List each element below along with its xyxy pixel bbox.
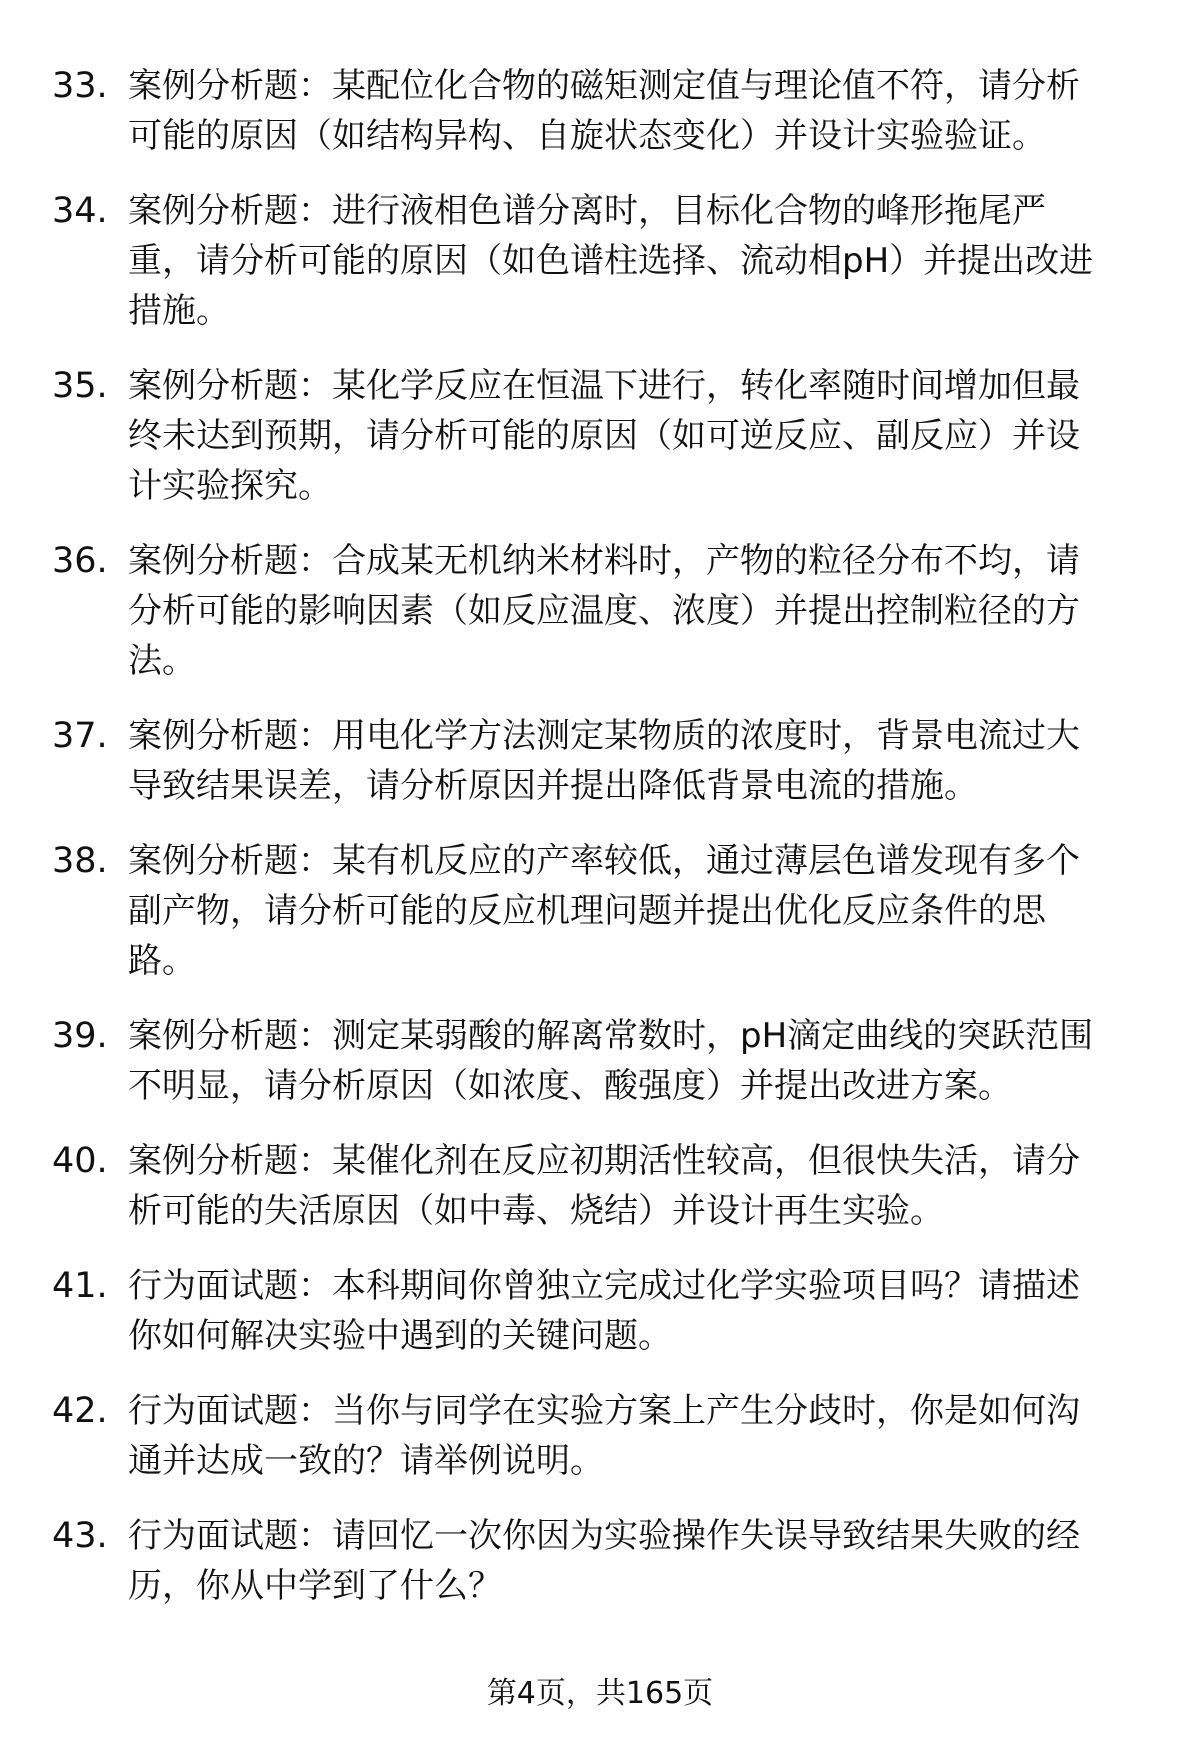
question-text-line: 案例分析题：某催化剂在反应初期活性较高，但很快失活，请分 [128,1141,1080,1181]
question-item [0,1386,1200,1486]
question-item [0,711,1200,811]
question-text-line: 法。 [128,641,196,681]
question-text-line: 措施。 [128,291,230,331]
question-text-line: 可能的原因（如结构异构、自旋状态变化）并设计实验验证。 [128,116,1046,156]
question-text [128,1261,1200,1361]
question-text-line: 你如何解决实验中遇到的关键问题。 [128,1316,672,1356]
question-number: 36. [52,541,108,581]
question-text-line: 导致结果误差，请分析原因并提出降低背景电流的措施。 [128,766,978,806]
question-text [128,61,1200,161]
question-number: 33. [52,66,108,106]
question-text-line: 行为面试题：本科期间你曾独立完成过化学实验项目吗？请描述 [128,1266,1080,1306]
question-number: 37. [52,716,108,756]
question-item [0,1011,1200,1111]
question-text-line: 案例分析题：某配位化合物的磁矩测定值与理论值不符，请分析 [128,66,1080,106]
question-text-line: 案例分析题：某化学反应在恒温下进行，转化率随时间增加但最 [128,366,1080,406]
question-text-line: 路。 [128,941,196,981]
question-item [0,361,1200,511]
question-text-line: 分析可能的影响因素（如反应温度、浓度）并提出控制粒径的方 [128,591,1080,631]
question-text-line: 行为面试题：请回忆一次你因为实验操作失误导致结果失败的经 [128,1516,1080,1556]
page-number: 第4页，共165页 [486,1676,714,1711]
question-text-line: 终未达到预期，请分析可能的原因（如可逆反应、副反应）并设 [128,416,1080,456]
question-number: 42. [52,1391,108,1431]
question-text-line: 历，你从中学到了什么？ [128,1566,502,1606]
question-text-line: 计实验探究。 [128,466,332,506]
question-text [128,1136,1200,1236]
question-text-line: 重，请分析可能的原因（如色谱柱选择、流动相pH）并提出改进 [128,241,1094,281]
question-text-line: 案例分析题：进行液相色谱分离时，目标化合物的峰形拖尾严 [128,191,1046,231]
question-item [0,536,1200,686]
question-text-line: 行为面试题：当你与同学在实验方案上产生分歧时，你是如何沟 [128,1391,1080,1431]
question-number: 39. [52,1016,108,1056]
question-text [128,186,1200,336]
question-text-line: 通并达成一致的？请举例说明。 [128,1441,604,1481]
question-item [0,836,1200,986]
question-text [128,836,1200,986]
question-text-line: 不明显，请分析原因（如浓度、酸强度）并提出改进方案。 [128,1066,1012,1106]
question-number: 35. [52,366,108,406]
question-item [0,1136,1200,1236]
question-item [0,1511,1200,1611]
question-list [0,61,1200,1636]
question-number: 34. [52,191,108,231]
question-text [128,1011,1200,1111]
question-text-line: 析可能的失活原因（如中毒、烧结）并设计再生实验。 [128,1191,944,1231]
question-item [0,186,1200,336]
question-number: 43. [52,1516,108,1556]
question-text [128,711,1200,811]
question-text-line: 案例分析题：某有机反应的产率较低，通过薄层色谱发现有多个 [128,841,1080,881]
question-text-line: 案例分析题：合成某无机纳米材料时，产物的粒径分布不均，请 [128,541,1080,581]
question-item [0,1261,1200,1361]
question-number: 40. [52,1141,108,1181]
question-item [0,61,1200,161]
question-text [128,1511,1200,1611]
question-text-line: 案例分析题：测定某弱酸的解离常数时，pH滴定曲线的突跃范围 [128,1016,1094,1056]
question-number: 41. [52,1266,108,1306]
question-text [128,361,1200,511]
question-number: 38. [52,841,108,881]
question-text [128,536,1200,686]
question-text-line: 案例分析题：用电化学方法测定某物质的浓度时，背景电流过大 [128,716,1080,756]
question-text-line: 副产物，请分析可能的反应机理问题并提出优化反应条件的思 [128,891,1046,931]
question-text [128,1386,1200,1486]
